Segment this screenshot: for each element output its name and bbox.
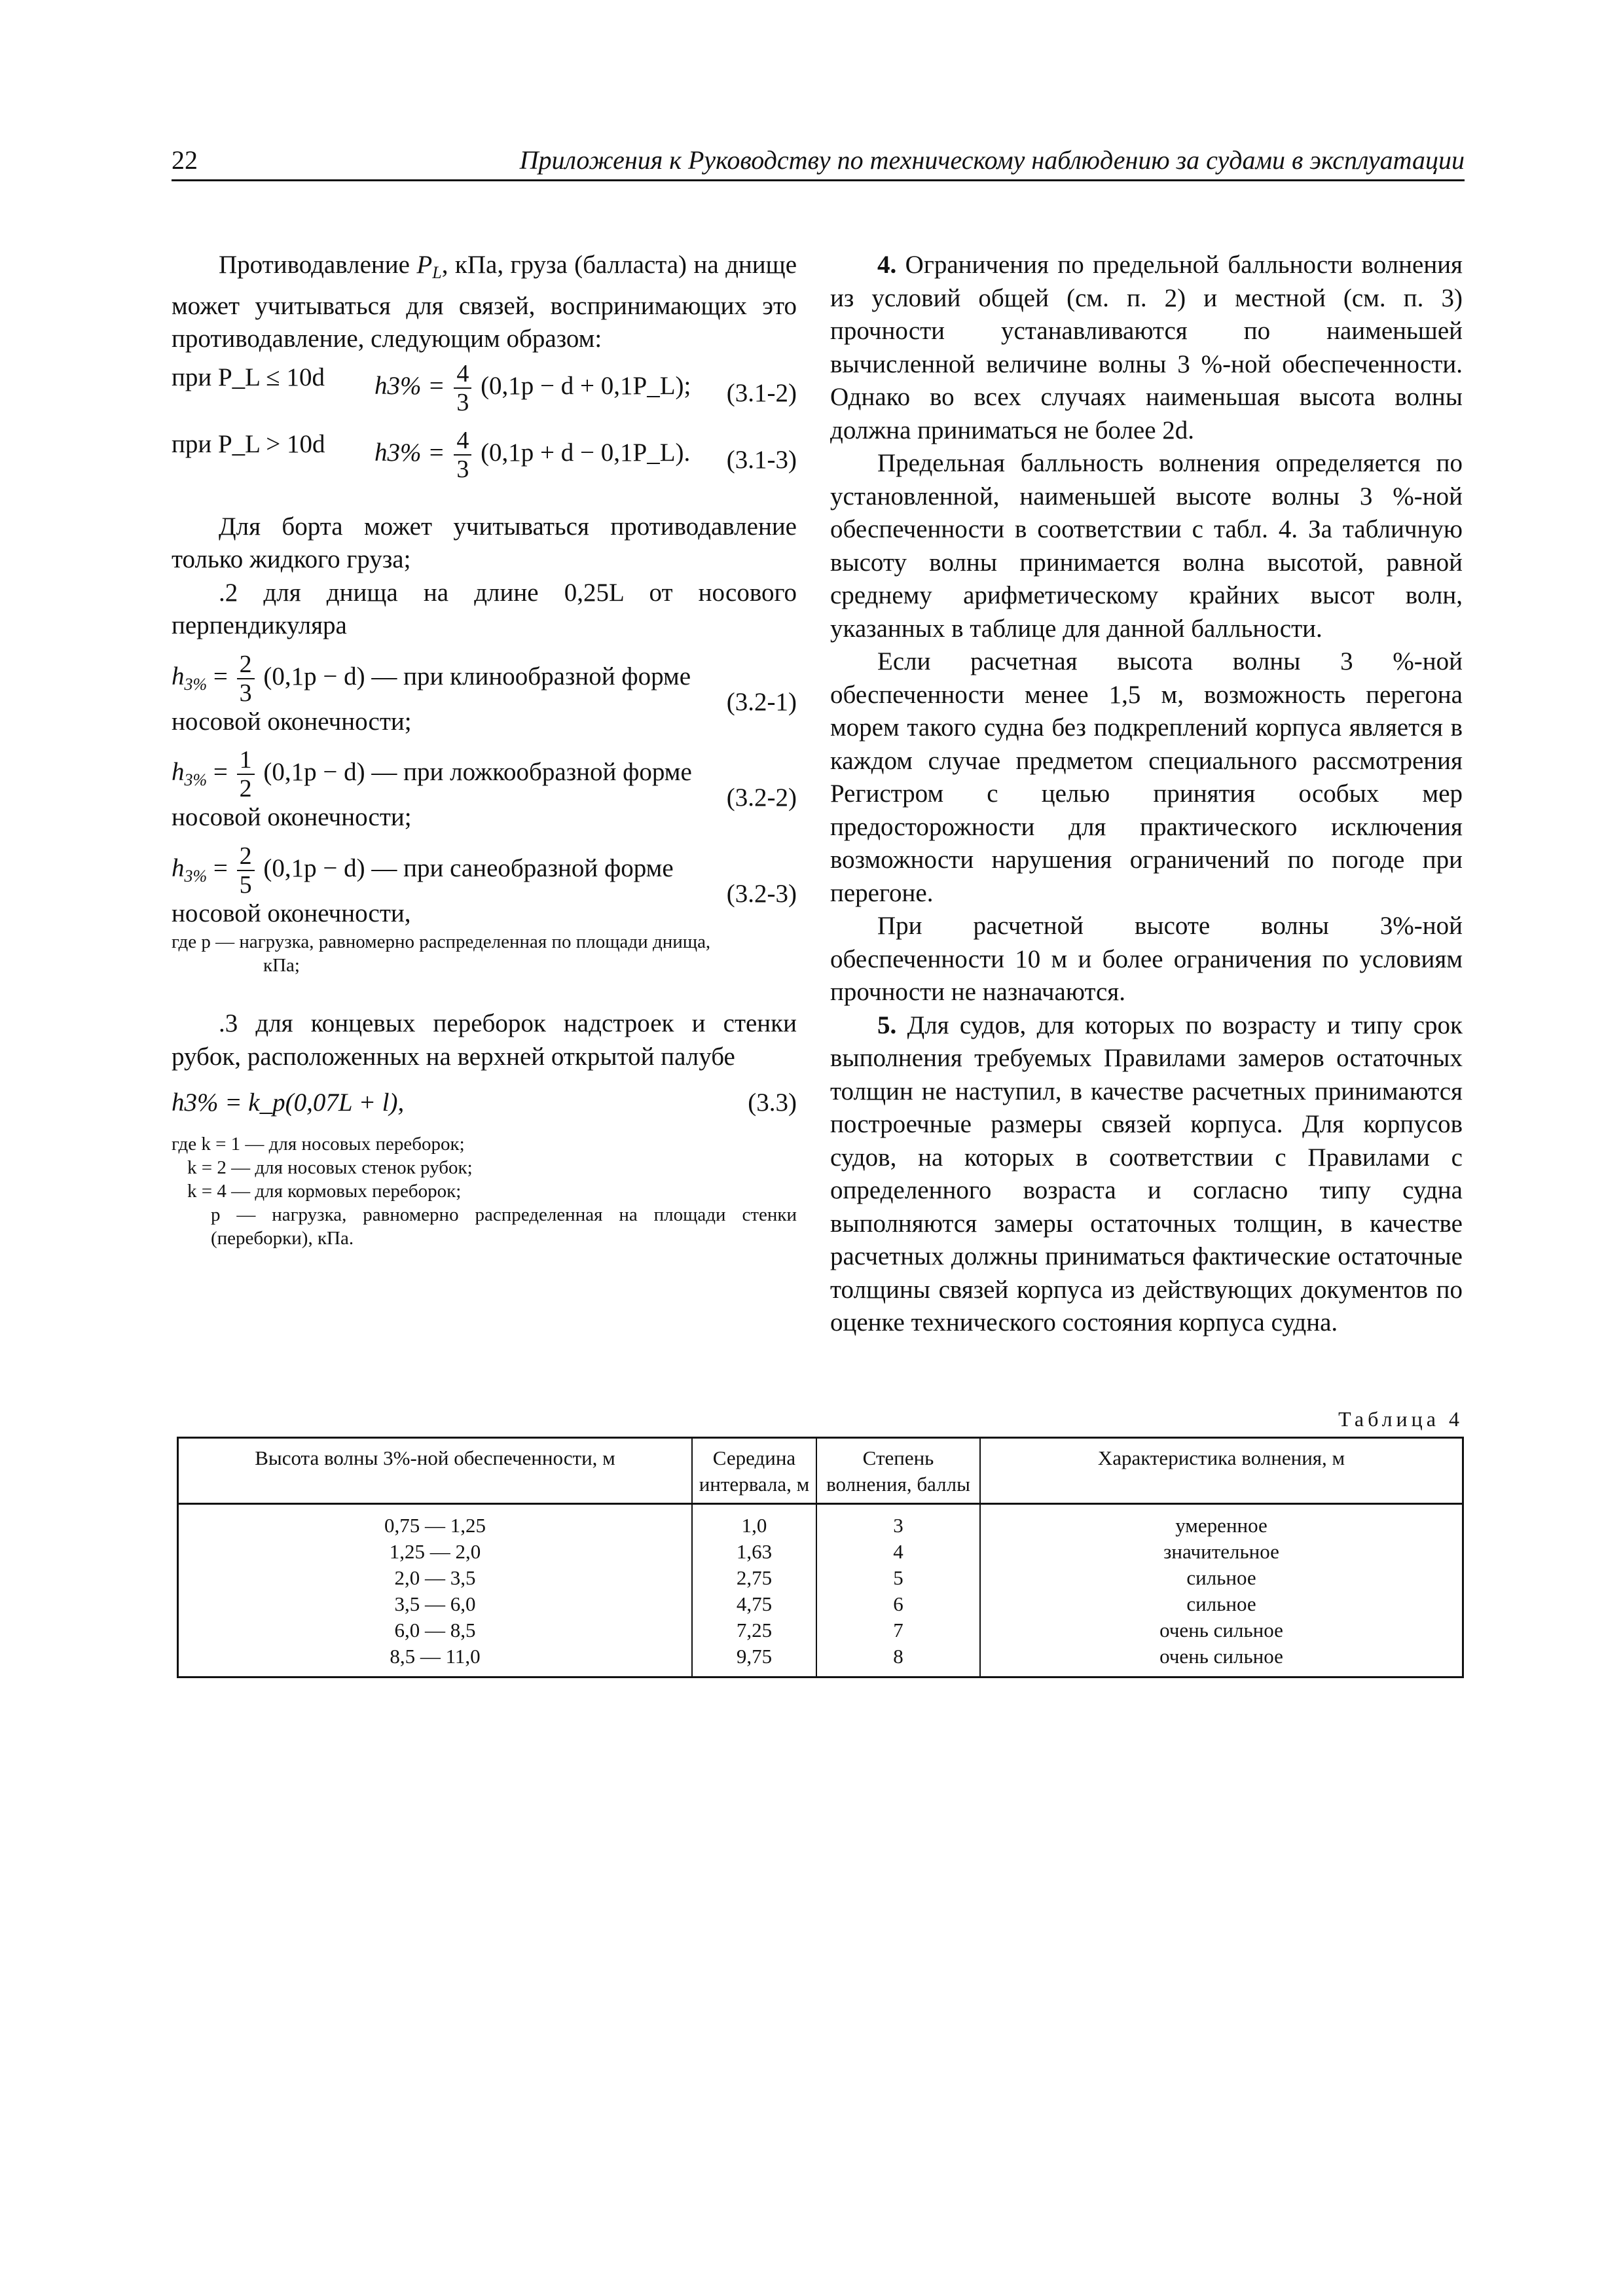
- fraction: $\frac{4}{3}$: [454, 361, 471, 415]
- paragraph-high-wave: При расчетной высоте волны 3%-ной обеспеченности 10 м и более ограничения по условиям прочности не назначаются.: [830, 912, 1463, 1006]
- table-row: 6,0 — 8,5 7,25 7 очень сильное: [178, 1617, 1463, 1643]
- equation-number: (3.2-2): [726, 783, 797, 812]
- equation-3-1-3: [172, 428, 797, 495]
- table-row: 8,5 — 11,0 9,75 8 очень сильное: [178, 1643, 1463, 1677]
- col-header-degree: Степень волнения, баллы: [816, 1438, 980, 1504]
- equation-condition: при P_L ≤ 10d: [172, 363, 325, 391]
- formula-text: (0,1p − d) — при клинообразной форме: [263, 662, 691, 691]
- fraction: $\frac{2}{3}$: [237, 652, 255, 706]
- formula-text: (0,1p − d) — при санеобразной форме: [263, 853, 674, 882]
- page-header: [172, 145, 1465, 181]
- equation-number: (3.2-1): [726, 687, 797, 716]
- equation-condition: при P_L > 10d: [172, 429, 325, 458]
- table-row: 2,0 — 3,5 2,75 5 сильное: [178, 1565, 1463, 1591]
- paragraph-counterpressure: Противодавление $P_L$, кПа, груза (балласта) на днище может учитываться для связей, воспринимающих это противодавление, следующим образом:: [172, 251, 797, 353]
- equation-number: (3.1-2): [726, 378, 797, 407]
- col-header-mid: Середина интервала, м: [692, 1438, 816, 1504]
- formula-text-cont: носовой оконечности,: [172, 899, 411, 927]
- fraction: $\frac{2}{5}$: [237, 844, 255, 897]
- note-coefficients: где k = 1 — для носовых переборок; k = 2 — для носовых стенок рубок; k = 4 — для кормовых переборок; p — нагрузка, равномерно распределенная на площади стенки (переборки), кПа.: [172, 1134, 797, 1249]
- equation-rhs: (0,1p + d − 0,1P_L).: [481, 438, 691, 467]
- paragraph-4: 4. Ограничения по предельной балльности волнения из условий общей (см. п. 2) и местной (см. п. 3) прочности устанавливаются по наименьшей вычисленной величине волны 3 %-ной обеспеченности. Однако во всех случаях наименьшая высота волны должна приниматься не более 2d.: [830, 251, 1463, 444]
- equation-number: (3.3): [748, 1088, 797, 1117]
- col-header-height: Высота волны 3%-ной обеспеченности, м: [178, 1438, 693, 1504]
- formula-3-2-1: $h_{3\%}$ = $\frac{2}{3}$ (0,1p − d) — при клинообразной форме носовой оконечности; (3.2-1): [172, 652, 797, 739]
- paragraph-5: 5. Для судов, для которых по возрасту и типу срок выполнения требуемых Правилами замеров остаточных толщин не наступил, в качестве расчетных принимаются построечные размеры связей корпуса. Для корпусов судов, на которых в соответствии с Правилами с определенного возраста и согласно типу судна выполняются замеры остаточных толщин, в качестве расчетных должны приниматься фактические остаточные толщины связей корпуса из действующих документов по оценке технического состояния корпуса судна.: [830, 1011, 1463, 1336]
- equation-expr: h3% = k_p(0,07L + l),: [172, 1088, 405, 1117]
- equation-3-3: [172, 1086, 797, 1132]
- table-caption: Таблица 4: [1338, 1407, 1463, 1431]
- equation-number: (3.1-3): [726, 445, 797, 474]
- left-column: [172, 249, 797, 1250]
- table-header-row: [178, 1438, 1463, 1504]
- formula-text-cont: носовой оконечности;: [172, 707, 412, 736]
- running-title: Приложения к Руководству по техническому наблюдению за судами в эксплуатации: [519, 145, 1465, 175]
- wave-table: [177, 1437, 1464, 1678]
- table-row: 1,25 — 2,0 1,63 4 значительное: [178, 1539, 1463, 1565]
- equation-lhs: h3% =: [374, 438, 445, 467]
- paragraph-low-wave: Если расчетная высота волны 3 %-ной обеспеченности менее 1,5 м, возможность перегона морем такого судна без подкреплений корпуса является в каждом случае предметом специального рассмотрения Регистром с целью принятия особых мер предосторожности для практического исключения возможности нарушения ограничений по погоде при перегоне.: [830, 647, 1463, 907]
- equation-3-1-2: [172, 361, 797, 428]
- paragraph-side: Для борта может учитываться противодавление только жидкого груза;: [172, 512, 797, 573]
- fraction: $\frac{4}{3}$: [454, 428, 471, 482]
- formula-text: (0,1p − d) — при ложкообразной форме: [263, 757, 692, 786]
- page-number: 22: [172, 145, 198, 175]
- formula-text-cont: носовой оконечности;: [172, 803, 412, 831]
- formula-3-2-3: $h_{3\%}$ = $\frac{2}{5}$ (0,1p − d) — при санеобразной форме носовой оконечности, (3.2-3): [172, 844, 797, 931]
- fraction: $\frac{1}{2}$: [237, 747, 255, 801]
- equation-number: (3.2-3): [726, 879, 797, 908]
- equation-rhs: (0,1p − d + 0,1P_L);: [481, 371, 691, 400]
- right-column: [830, 249, 1463, 1340]
- table-row: 0,75 — 1,25 1,0 3 умеренное: [178, 1504, 1463, 1539]
- note-load: где p — нагрузка, равномерно распределенная по площади днища, кПа;: [172, 931, 711, 976]
- equation-lhs: h3% =: [374, 371, 445, 400]
- paragraph-bottom-length: .2 для днища на длине 0,25L от носового перпендикуляра: [172, 578, 797, 639]
- formula-3-2-2: $h_{3\%}$ = $\frac{1}{2}$ (0,1p − d) — при ложкообразной форме носовой оконечности; (3.2-2): [172, 747, 797, 834]
- col-header-char: Характеристика волнения, м: [980, 1438, 1463, 1504]
- paragraph-end-bulkheads: .3 для концевых переборок надстроек и стенки рубок, расположенных на верхней открытой палубе: [172, 1009, 797, 1071]
- paragraph-limit-scale: Предельная балльность волнения определяется по установленной, наименьшей высоте волны 3 %-ной обеспеченности в соответствии с табл. 4. За табличную высоту волны принимается волна высотой, равной среднему арифметическому крайних высот волн, указанных в таблице для данной балльности.: [830, 449, 1463, 643]
- table-row: 3,5 — 6,0 4,75 6 сильное: [178, 1591, 1463, 1617]
